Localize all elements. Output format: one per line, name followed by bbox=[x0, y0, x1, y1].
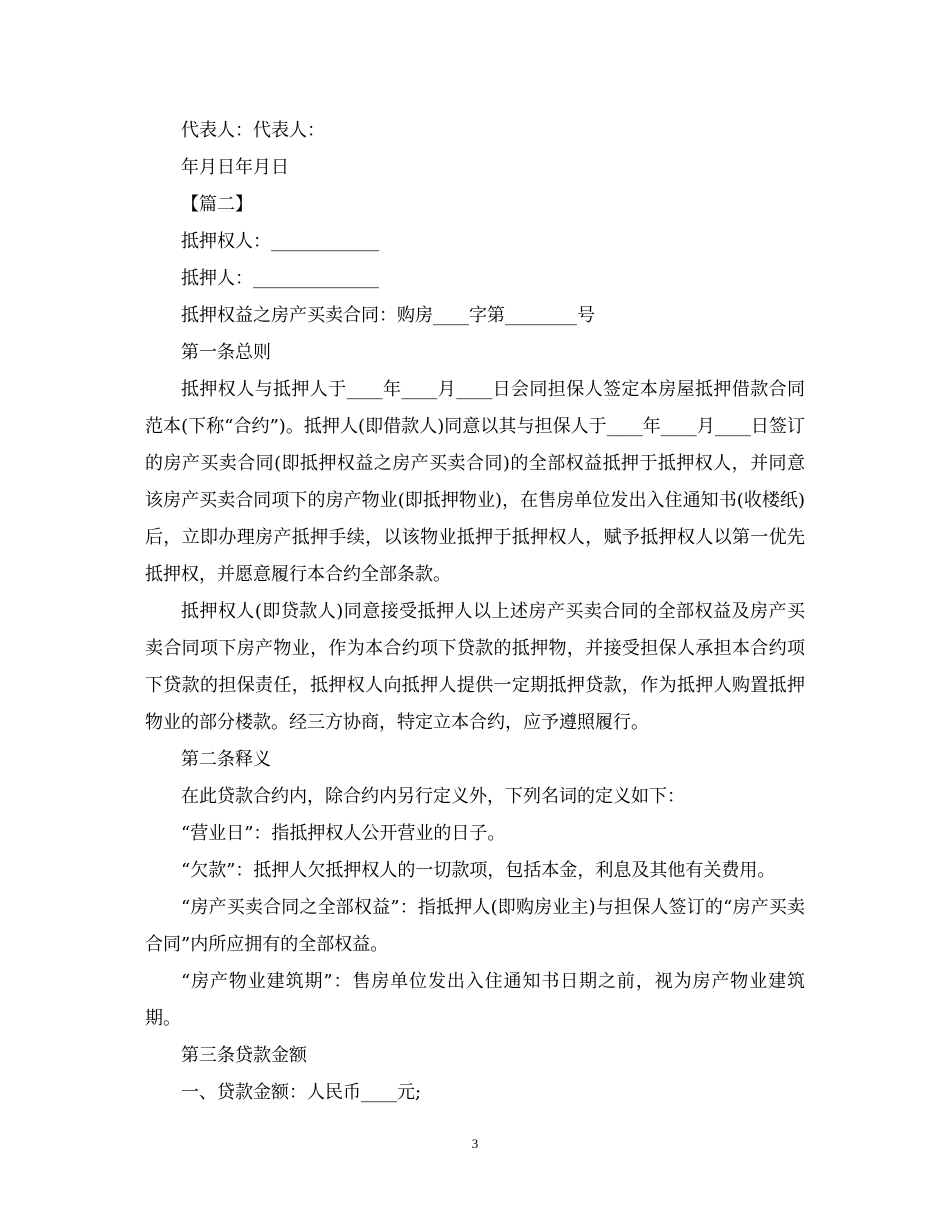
definition-all-rights: “房产买卖合同之全部权益”：指抵押人(即购房业主)与担保人签订的“房产买卖合同”内所应拥有的全部权益。 bbox=[145, 897, 805, 955]
article-1-paragraph-2: 抵押权人(即贷款人)同意接受抵押人以上述房产买卖合同的全部权益及房产买卖合同项下房产物业，作为本合约项下贷款的抵押物，并接受担保人承担本合约项下贷款的担保责任，抵押权人向抵押人提供一定期抵押贷款，作为抵押人购置抵押物业的部分楼款。经三方协商，特定立本合约，应予遵照履行。 bbox=[145, 601, 805, 733]
loan-amount-line: 一、贷款金额：人民币____元; bbox=[181, 1082, 422, 1103]
article-1-heading: 第一条总则 bbox=[181, 342, 271, 363]
contract-reference-line: 抵押权益之房产买卖合同：购房____字第________号 bbox=[181, 305, 595, 326]
article-3-heading: 第三条贷款金额 bbox=[181, 1045, 307, 1066]
article-1-paragraph-1: 抵押权人与抵押人于____年____月____日会同担保人签定本房屋抵押借款合同范本(下称“合约”)。抵押人(即借款人)同意以其与担保人于____年____月____日签订的房产买卖合同(即抵押权益之房产买卖合同)的全部权益抵押于抵押权人，并同意该房产买卖合同项下的房产物业(即抵押物业)，在售房单位发出入住通知书(收楼纸)后，立即办理房产抵押手续，以该物业抵押于抵押权人，赋予抵押权人以第一优先抵押权，并愿意履行本合约全部条款。 bbox=[145, 379, 805, 585]
mortgagor-field: 抵押人：______________ bbox=[181, 268, 379, 289]
section-heading: 【篇二】 bbox=[181, 194, 253, 215]
definition-debt: “欠款”：抵押人欠抵押权人的一切款项，包括本金，利息及其他有关费用。 bbox=[181, 860, 776, 881]
article-2-heading: 第二条释义 bbox=[181, 749, 271, 770]
mortgagee-field: 抵押权人：____________ bbox=[181, 231, 379, 252]
page-number: 3 bbox=[471, 1136, 479, 1151]
definitions-intro: 在此贷款合约内，除合约内另行定义外，下列名词的定义如下： bbox=[181, 786, 685, 807]
document-body bbox=[145, 112, 805, 1111]
representative-line: 代表人：代表人： bbox=[181, 120, 325, 141]
definition-business-day: “营业日”：指抵押权人公开营业的日子。 bbox=[181, 823, 506, 844]
date-line: 年月日年月日 bbox=[181, 157, 289, 178]
definition-construction-period: “房产物业建筑期”：售房单位发出入住通知书日期之前，视为房产物业建筑期。 bbox=[145, 971, 805, 1029]
